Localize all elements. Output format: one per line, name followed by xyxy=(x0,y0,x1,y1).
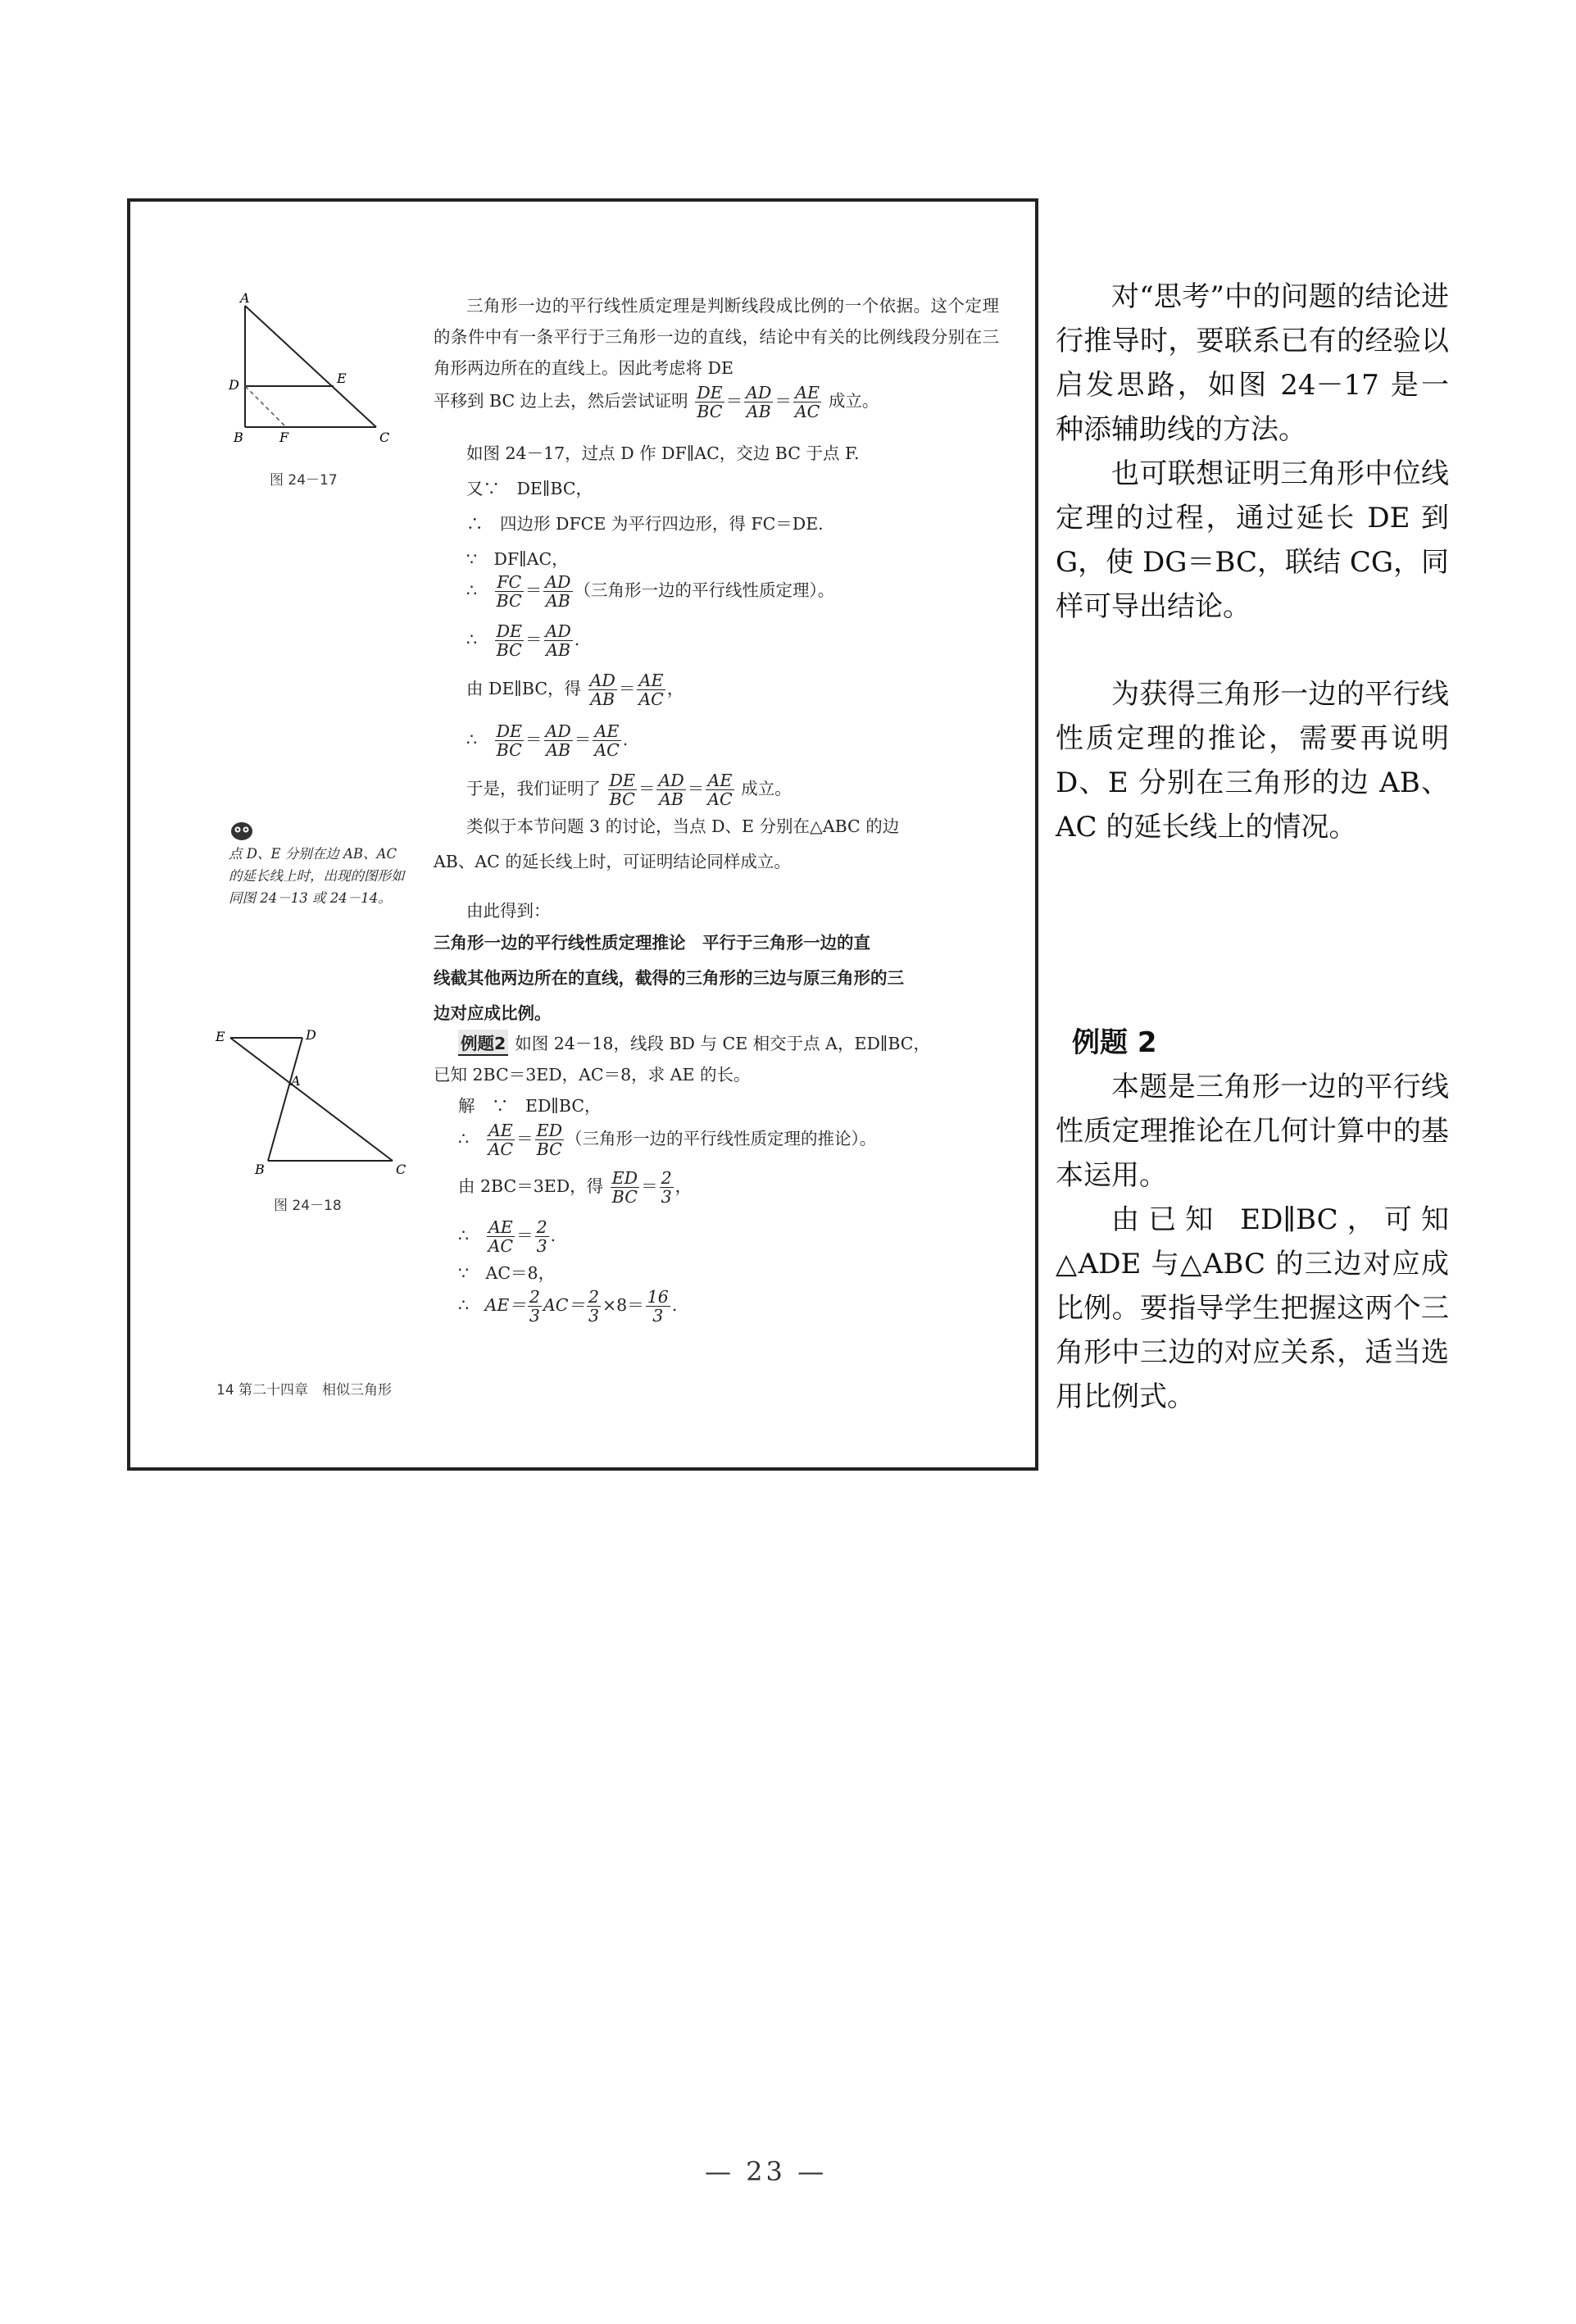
corollary-line-1: 三角形一边的平行线性质定理推论 平行于三角形一边的直 xyxy=(434,933,870,953)
hence-line: 由此得到： xyxy=(466,901,551,921)
page-number: — 23 — xyxy=(705,2156,828,2187)
label-E: E xyxy=(337,371,347,386)
commentary-block-2 xyxy=(1056,672,1449,849)
segment-DF-dashed xyxy=(245,386,286,427)
proof-line-5: ∴ $\frac{FC}{BC}$ ＝ $\frac{AD}{AB}$ （三角形一边的平行线性质定理）。 xyxy=(466,572,835,611)
figure-24-17-caption: 图 24－17 xyxy=(270,472,338,489)
side-AC xyxy=(245,306,376,427)
proof-line-9: 于是，我们证明了 $\frac{DE}{BC}$ ＝ $\frac{AD}{AB}$ ＝ $\frac{AE}{AC}$ 成立。 xyxy=(466,771,792,809)
similar-line-1: 类似于本节问题 3 的讨论，当点 D、E 分别在△ABC 的边 xyxy=(466,816,900,836)
label-C: C xyxy=(396,1162,406,1177)
side-note: 点 D、E 分别在边 AB、AC 的延长线上时，出现的图形如同图 24－13 或 24－14。 xyxy=(229,846,405,906)
commentary-paragraph-2: 也可联想证明三角形中位线定理的过程，通过延长 DE 到 G，使 DG＝BC，联结 CG，同样可导出结论。 xyxy=(1056,457,1450,623)
label-A: A xyxy=(291,1073,301,1089)
intro-end-post: 成立。 xyxy=(828,391,879,411)
solution-line-6: ∴ AE＝ $\frac{2}{3}$ AC＝ $\frac{2}{3}$ ×8＝ $\frac{16}{3}$ . xyxy=(458,1287,678,1326)
label-A: A xyxy=(240,290,250,306)
label-C: C xyxy=(379,430,390,445)
example-line-1: 例题2 如图 24－18，线段 BD 与 CE 相交于点 A，ED∥BC， xyxy=(458,1030,930,1056)
corollary-line-3: 边对应成比例。 xyxy=(434,1003,552,1023)
figure-24-17 xyxy=(229,290,393,447)
owl-icon xyxy=(229,818,255,841)
example-line-2: 已知 2BC＝3ED，AC＝8，求 AE 的长。 xyxy=(434,1065,751,1085)
label-B: B xyxy=(255,1162,265,1177)
solution-line-4: ∴ $\frac{AE}{AC}$ ＝ $\frac{2}{3}$ . xyxy=(458,1217,556,1256)
proof-line-6: ∴ $\frac{DE}{BC}$ ＝ $\frac{AD}{AB}$ . xyxy=(466,621,580,660)
proof-line-4: ∵ DF∥AC， xyxy=(466,549,569,569)
commentary-paragraph-5: 由已知 ED∥BC，可知△ADE 与△ABC 的三边对应成比例。要指导学生把握这两个三角形中三边的对应关系，适当选用比例式。 xyxy=(1056,1203,1449,1413)
label-F: F xyxy=(279,430,289,445)
label-E: E xyxy=(216,1029,225,1044)
triangle-diagram-24-17 xyxy=(229,290,393,445)
figure-24-18 xyxy=(212,1027,409,1180)
figure-24-18-caption: 图 24－18 xyxy=(274,1198,342,1214)
commentary-paragraph-1: 对“思考”中的问题的结论进行推导时，要联系已有的经验以启发思路，如图 24－17 是一种添辅助线的方法。 xyxy=(1056,280,1449,446)
fraction-AD-AB-2: $\frac{AD}{AB}$ xyxy=(545,572,571,611)
segment-CE xyxy=(230,1038,393,1161)
fraction-AE-AC: $\frac{AE}{AC}$ xyxy=(794,383,820,421)
segment-BD xyxy=(268,1038,302,1161)
textbook-page-scan xyxy=(127,198,1038,1471)
fraction-AD-AB: $\frac{AD}{AB}$ xyxy=(746,383,772,421)
proof-line-2: 又∵ DE∥BC， xyxy=(466,479,593,498)
commentary-block-3 xyxy=(1056,1021,1449,1419)
intro-paragraph: 三角形一边的平行线性质定理是判断线段成比例的一个依据。这个定理的条件中有一条平行于三角形一边的直线，结论中有关的比例线段分别在三角形两边所在的直线上。因此考虑将 DE xyxy=(434,296,999,378)
solution-line-5: ∵ AC＝8， xyxy=(458,1263,556,1283)
intersecting-lines-diagram-24-18 xyxy=(212,1027,409,1177)
proof-line-8: ∴ $\frac{DE}{BC}$ ＝ $\frac{AD}{AB}$ ＝ $\frac{AE}{AC}$ . xyxy=(466,721,629,760)
solution-line-1: 解 ∵ ED∥BC， xyxy=(458,1096,602,1116)
example-2-tag: 例题2 xyxy=(458,1030,508,1056)
commentary-paragraph-3: 为获得三角形一边的平行线性质定理的推论，需要再说明 D、E 分别在三角形的边 AB、AC 的延长线上的情况。 xyxy=(1056,678,1449,844)
proof-line-1: 如图 24－17，过点 D 作 DF∥AC，交边 BC 于点 F. xyxy=(466,443,860,463)
intro-end-line: 平移到 BC 边上去，然后尝试证明 $\frac{DE}{BC}$ ＝ $\frac{AD}{AB}$ ＝ $\frac{AE}{AC}$ 成立。 xyxy=(434,383,879,421)
solution-line-2: ∴ $\frac{AE}{AC}$ ＝ $\frac{ED}{BC}$ （三角形一边的平行线性质定理的推论）。 xyxy=(458,1121,877,1159)
label-B: B xyxy=(234,430,243,445)
intro-end-pre: 平移到 BC 边上去，然后尝试证明 xyxy=(434,391,688,411)
proof-line-7: 由 DE∥BC，得 $\frac{AD}{AB}$ ＝ $\frac{AE}{AC}$ ， xyxy=(466,671,684,709)
commentary-paragraph-4: 本题是三角形一边的平行线性质定理推论在几何计算中的基本运用。 xyxy=(1056,1071,1449,1192)
side-note-icon xyxy=(229,818,255,844)
chapter-footer: 14 第二十四章 相似三角形 xyxy=(216,1382,393,1398)
fraction-DE-BC: $\frac{DE}{BC}$ xyxy=(697,383,723,421)
commentary-block-1 xyxy=(1056,275,1449,629)
proof-line-3: ∴ 四边形 DFCE 为平行四边形，得 FC＝DE. xyxy=(466,514,824,534)
label-D: D xyxy=(229,377,239,393)
similar-line-2: AB、AC 的延长线上时，可证明结论同样成立。 xyxy=(434,852,791,871)
label-D: D xyxy=(306,1027,316,1043)
solution-line-3: 由 2BC＝3ED，得 $\frac{ED}{BC}$ ＝ $\frac{2}{3}$ ， xyxy=(458,1168,693,1207)
fraction-FC-BC: $\frac{FC}{BC}$ xyxy=(496,572,522,611)
corollary-line-2: 线截其他两边所在的直线，截得的三角形的三边与原三角形的三 xyxy=(434,968,904,988)
example-2-heading: 例题 2 xyxy=(1072,1026,1157,1059)
